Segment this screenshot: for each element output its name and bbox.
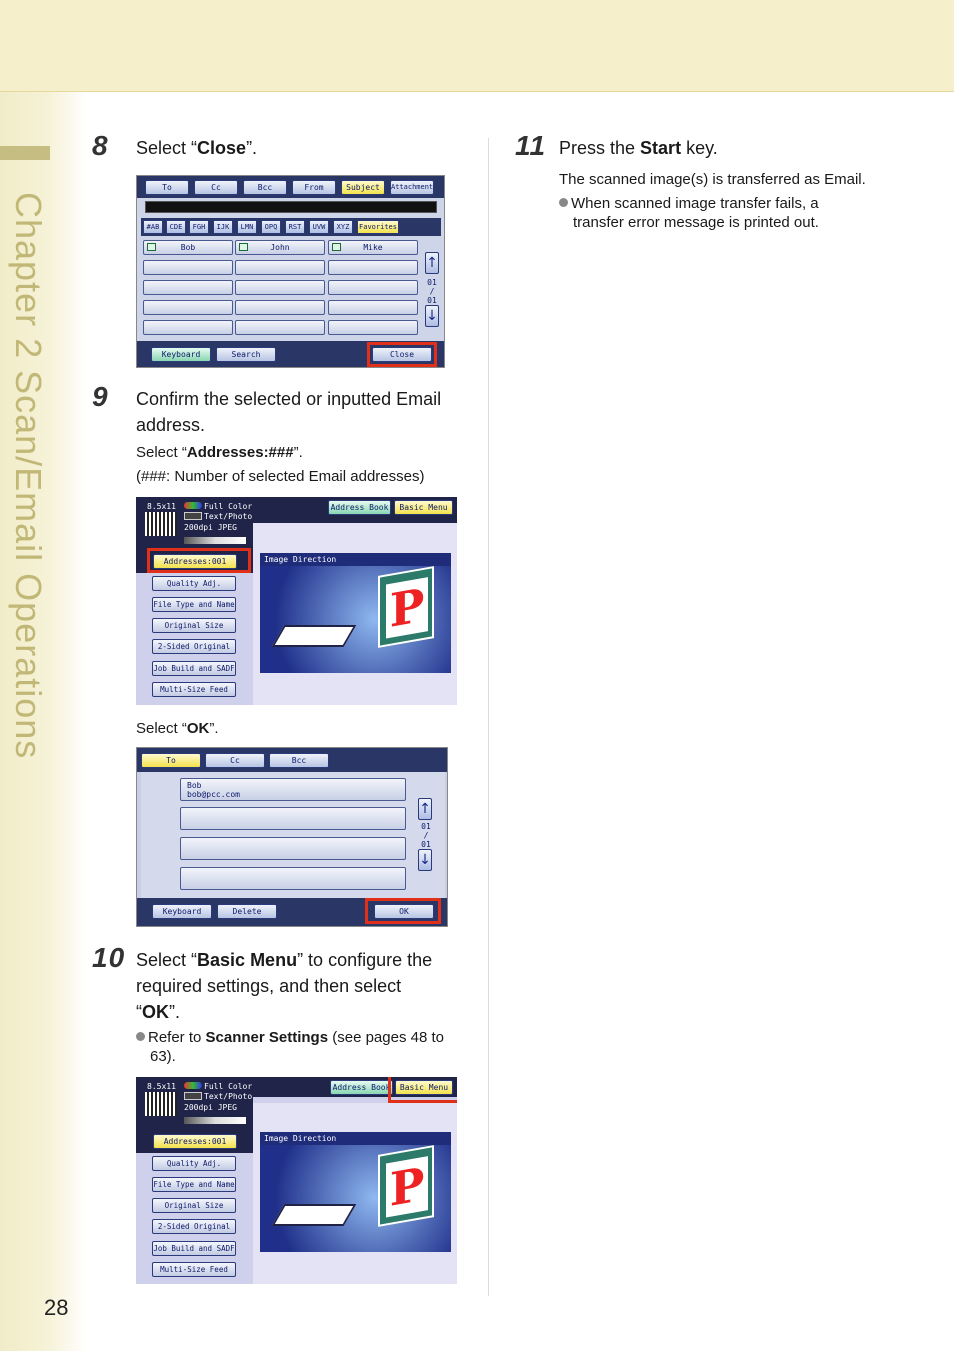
tab-attachment[interactable]: Attachment [390,180,434,195]
step-11-number: 11 [515,130,547,161]
step-8-number: 8 [92,130,109,161]
page-number: 28 [44,1295,69,1320]
image-direction-panel: Image Direction P [260,1132,451,1252]
entry-empty[interactable] [143,300,233,315]
address-entry-empty[interactable] [180,807,406,830]
job-build-button[interactable]: Job Build and SADF [152,661,236,676]
address-book-button[interactable]: Address Book [328,500,391,515]
entry-empty[interactable] [235,280,325,295]
step-11-desc: The scanned image(s) is transferred as Email. [559,171,866,188]
entry-empty[interactable] [328,320,418,335]
scroll-down-icon[interactable]: ↓ [425,305,439,327]
step-10-reference-l2: 63). [150,1048,176,1065]
basic-menu-button[interactable]: Basic Menu [394,500,453,515]
paper-size: 8.5x11 [147,502,176,511]
step-10-reference: Refer to Scanner Settings (see pages 48 to [136,1028,444,1047]
chapter-title: Chapter 2 Scan/Email Operations [8,192,49,760]
entry-empty[interactable] [235,260,325,275]
two-sided-button[interactable]: 2-Sided Original [152,639,236,654]
entry-mike[interactable]: Mike [328,240,418,255]
color-icon [184,502,202,509]
envelope-icon [239,243,248,251]
subject-field[interactable] [145,201,437,213]
step-9-line2: address. [136,415,206,435]
quality-adj-button[interactable]: Quality Adj. [152,1156,236,1171]
step-10-line3: “OK”. [136,1002,180,1022]
tab-from[interactable]: From [292,180,336,195]
two-sided-button[interactable]: 2-Sided Original [152,1219,236,1234]
entry-empty[interactable] [328,280,418,295]
entry-john[interactable]: John [235,240,325,255]
photo-icon [184,512,202,520]
resolution: 200dpi JPEG [184,523,237,532]
step-10-line1: Select “Basic Menu” to configure the [136,950,433,970]
step-10-line2: required settings, and then select [136,976,402,996]
color-mode: Full Color [204,502,253,511]
quality-adj-button[interactable]: Quality Adj. [152,576,236,591]
scroll-up-icon[interactable]: ↑ [425,252,439,274]
bullet-icon [559,198,568,207]
job-build-button[interactable]: Job Build and SADF [152,1241,236,1256]
close-button[interactable]: Close [372,347,432,362]
tab-bcc[interactable]: Bcc [269,753,329,768]
step-9-line1: Confirm the selected or inputted Email [136,389,442,409]
address-confirm-screenshot [136,747,448,927]
address-entry-empty[interactable] [180,867,406,890]
keyboard-button[interactable]: Keyboard [151,347,211,362]
ok-highlight [365,898,441,924]
scan-settings-screenshot-2 [136,1077,457,1284]
tab-cc[interactable]: Cc [194,180,238,195]
close-highlight [367,342,437,367]
step-9-sub1: Select “Addresses:###”. [136,444,303,461]
entry-empty[interactable] [235,300,325,315]
color-mode: Full Color [204,1082,253,1091]
step-11-bullet-l2: transfer error message is printed out. [573,214,819,231]
address-entry-bob[interactable]: Bob bob@pcc.com [180,778,406,801]
index-favorites[interactable]: Favorites [357,220,399,234]
step-11-text: Press the Start key. [559,138,718,158]
scan-mode: Text/Photo [204,1092,253,1101]
step-10-number: 10 [92,942,126,973]
step-9-number: 9 [92,381,109,412]
header-band [0,0,954,92]
density-bar [184,1117,246,1124]
step-9-sub3: Select “OK”. [136,720,219,737]
file-type-button[interactable]: File Type and Name [152,1177,236,1192]
color-icon [184,1082,202,1089]
document-icon: P [378,566,434,648]
entry-empty[interactable] [143,320,233,335]
ok-button[interactable]: OK [374,904,434,919]
index-rst[interactable]: RST [285,220,305,234]
tab-cc[interactable]: Cc [205,753,265,768]
index-ijk[interactable]: IJK [213,220,233,234]
scan-settings-screenshot [136,497,457,705]
document-icon: P [378,1145,434,1227]
tab-subject[interactable]: Subject [341,180,385,195]
file-type-button[interactable]: File Type and Name [152,597,236,612]
page-indicator: 01 / 01 [427,278,437,305]
entry-empty[interactable] [235,320,325,335]
original-size-button[interactable]: Original Size [152,618,236,633]
bullet-icon [136,1032,145,1041]
addresses-button[interactable]: Addresses:001 [153,1134,237,1149]
address-book-button[interactable]: Address Book [330,1080,393,1095]
delete-button[interactable]: Delete [217,904,277,919]
density-bar [184,537,246,544]
entry-empty[interactable] [143,260,233,275]
scanner-icon [145,512,177,536]
tab-to[interactable]: To [141,753,201,768]
column-divider [488,138,489,1296]
scroll-down-icon[interactable]: ↓ [418,849,432,871]
document-flat-icon [272,1204,357,1226]
document-flat-icon [272,625,357,647]
chapter-marker [0,146,50,160]
scroll-up-icon[interactable]: ↑ [418,798,432,820]
scan-mode: Text/Photo [204,512,253,521]
multi-size-button[interactable]: Multi-Size Feed [152,682,236,697]
image-direction-panel: Image Direction P [260,553,451,673]
addresses-highlight [147,548,251,573]
index-xyz[interactable]: XYZ [333,220,353,234]
entry-empty[interactable] [143,280,233,295]
basic-menu-button[interactable]: Basic Menu [395,1080,453,1095]
basic-menu-highlight [388,1077,457,1103]
index-uvw[interactable]: UVW [309,220,329,234]
index-opq[interactable]: OPQ [261,220,281,234]
entry-empty[interactable] [328,260,418,275]
addresses-button[interactable]: Addresses:001 [153,554,237,569]
photo-icon [184,1092,202,1100]
envelope-icon [332,243,341,251]
step-8-text: Select “Close”. [136,138,258,158]
keyboard-button[interactable]: Keyboard [152,904,212,919]
index-cde[interactable]: CDE [166,220,186,234]
entry-empty[interactable] [328,300,418,315]
search-button[interactable]: Search [216,347,276,362]
resolution: 200dpi JPEG [184,1103,237,1112]
paper-size: 8.5x11 [147,1082,176,1091]
step-11-bullet: When scanned image transfer fails, a [559,194,819,213]
scanner-icon [145,1092,177,1116]
tab-to[interactable]: To [145,180,189,195]
tab-bcc[interactable]: Bcc [243,180,287,195]
index-lmn[interactable]: LMN [237,220,257,234]
entry-bob[interactable]: Bob [143,240,233,255]
page-indicator: 01 / 01 [421,822,431,849]
step-9-sub2: (###: Number of selected Email addresses) [136,468,425,485]
original-size-button[interactable]: Original Size [152,1198,236,1213]
envelope-icon [147,243,156,251]
index-ab[interactable]: #AB [143,220,163,234]
multi-size-button[interactable]: Multi-Size Feed [152,1262,236,1277]
address-entry-empty[interactable] [180,837,406,860]
index-fgh[interactable]: FGH [189,220,209,234]
address-book-screenshot [136,175,445,368]
